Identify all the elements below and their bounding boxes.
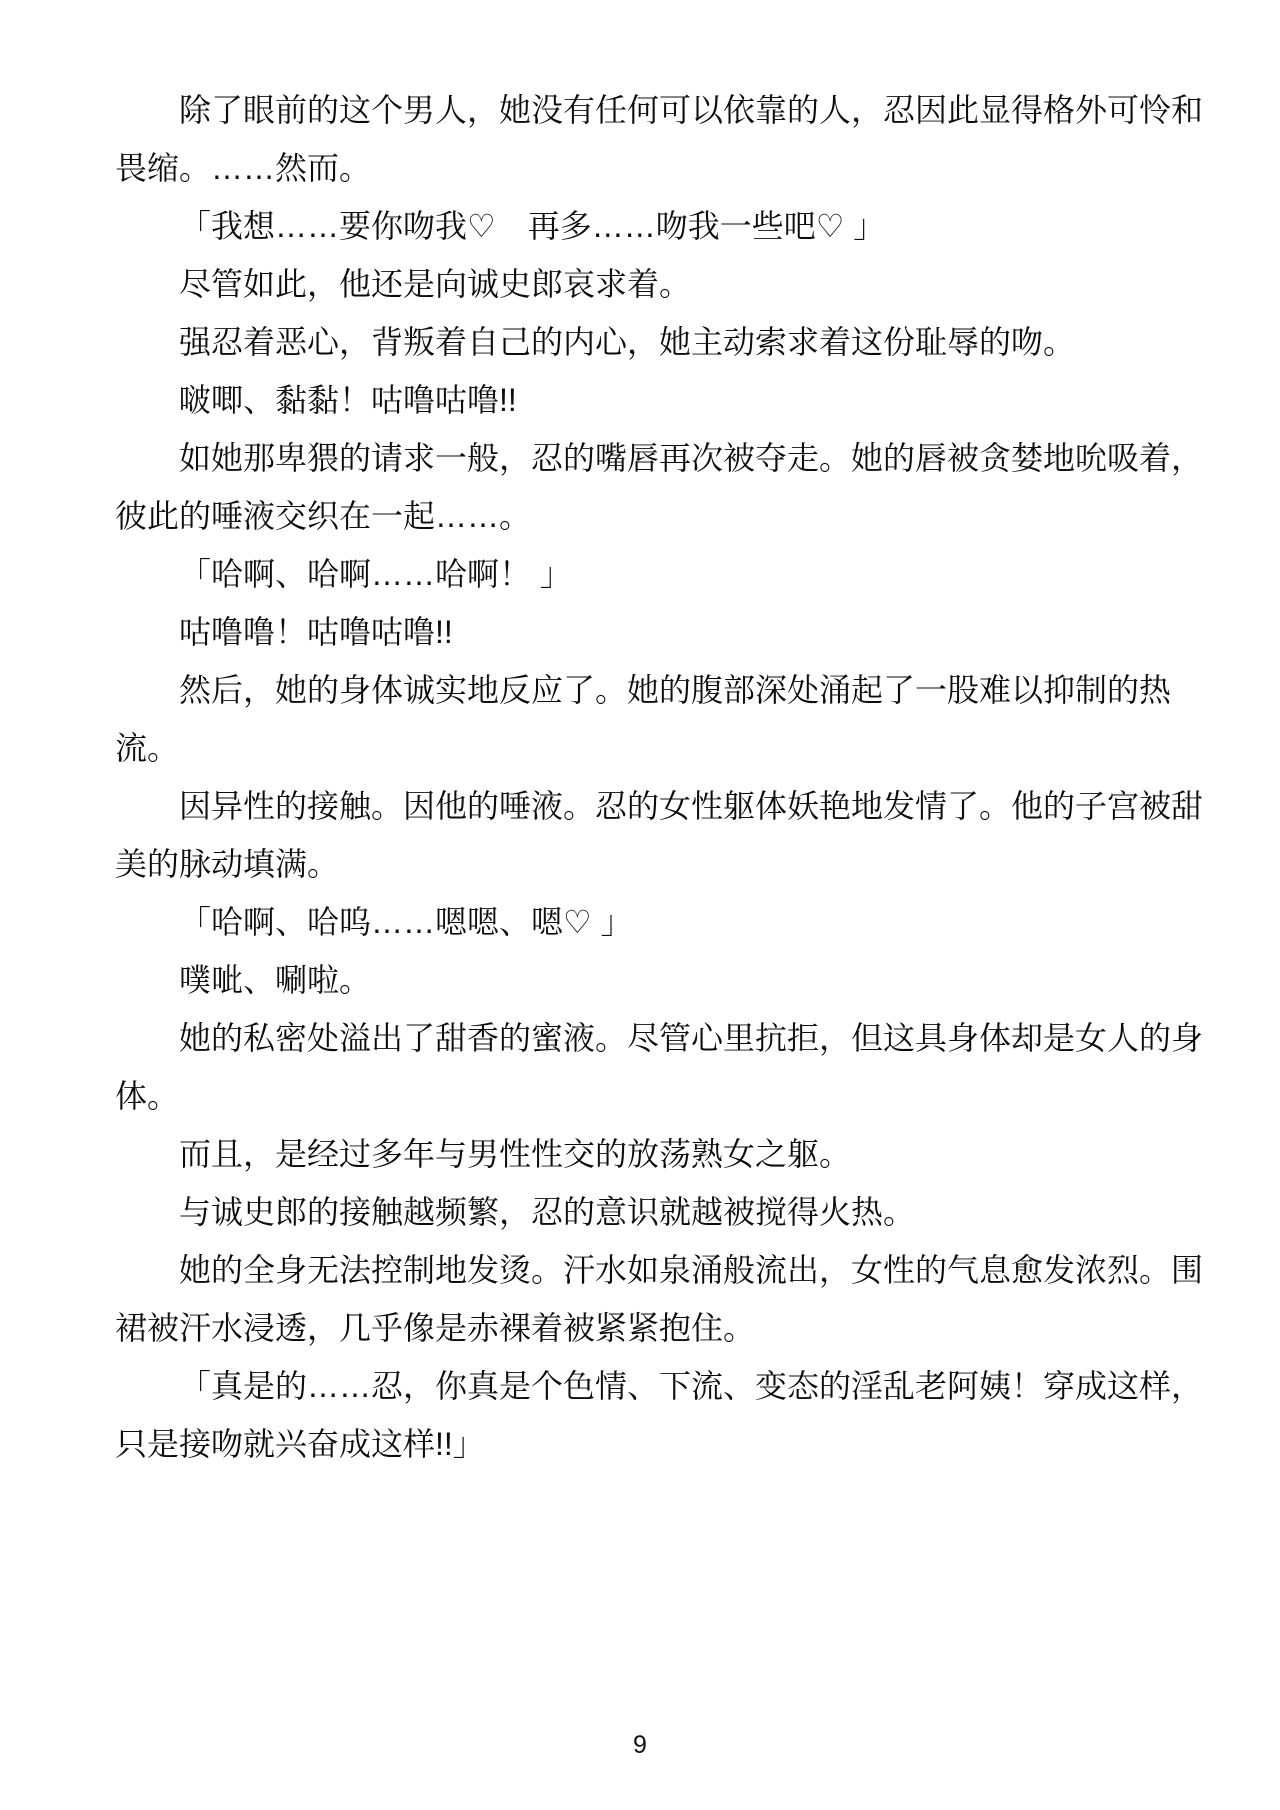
paragraph-dialogue: 「哈啊、哈啊……哈啊！ 」 xyxy=(179,556,572,592)
paragraph-sfx: 咕噜噜！咕噜咕噜!! xyxy=(179,614,453,650)
paragraph-sfx: 噗呲、唰啦。 xyxy=(179,962,372,998)
paragraph: 尽管如此，他还是向诚史郎哀求着。 xyxy=(179,266,692,302)
paragraph: 与诚史郎的接触越频繁，忍的意识就越被搅得火热。 xyxy=(179,1194,916,1230)
paragraph-dialogue: 「我想……要你吻我♡ 再多……吻我一些吧♡ 」 xyxy=(179,208,886,244)
paragraph: 而且，是经过多年与男性性交的放荡熟女之躯。 xyxy=(179,1136,852,1172)
paragraph: 然后，她的身体诚实地反应了。她的腹部深处涌起了一股难以抑制的热流。 xyxy=(115,672,1172,766)
paragraph: 她的全身无法控制地发烫。汗水如泉涌般流出，女性的气息愈发浓烈。围裙被汗水浸透，几乎像是赤裸着被紧紧抱住。 xyxy=(115,1252,1204,1346)
paragraph-dialogue: 「真是的……忍，你真是个色情、下流、变态的淫乱老阿姨！穿成这样，只是接吻就兴奋成这样!!」 xyxy=(115,1368,1204,1462)
paragraph: 除了眼前的这个男人，她没有任何可以依靠的人，忍因此显得格外可怜和畏缩。……然而。 xyxy=(115,92,1204,186)
paragraph: 因异性的接触。因他的唾液。忍的女性躯体妖艳地发情了。他的子宫被甜美的脉动填满。 xyxy=(115,788,1204,882)
paragraph-sfx: 啵唧、黏黏！咕噜咕噜!! xyxy=(179,382,517,418)
paragraph: 强忍着恶心，背叛着自己的内心，她主动索求着这份耻辱的吻。 xyxy=(179,324,1076,360)
page-number: 9 xyxy=(633,1731,647,1759)
page-content xyxy=(115,0,1205,1473)
paragraph: 如她那卑猥的请求一般，忍的嘴唇再次被夺走。她的唇被贪婪地吮吸着，彼此的唾液交织在一起……。 xyxy=(115,440,1204,534)
paragraph: 她的私密处溢出了甜香的蜜液。尽管心里抗拒，但这具身体却是女人的身体。 xyxy=(115,1020,1204,1114)
paragraph-dialogue: 「哈啊、哈呜……嗯嗯、嗯♡ 」 xyxy=(179,904,633,940)
